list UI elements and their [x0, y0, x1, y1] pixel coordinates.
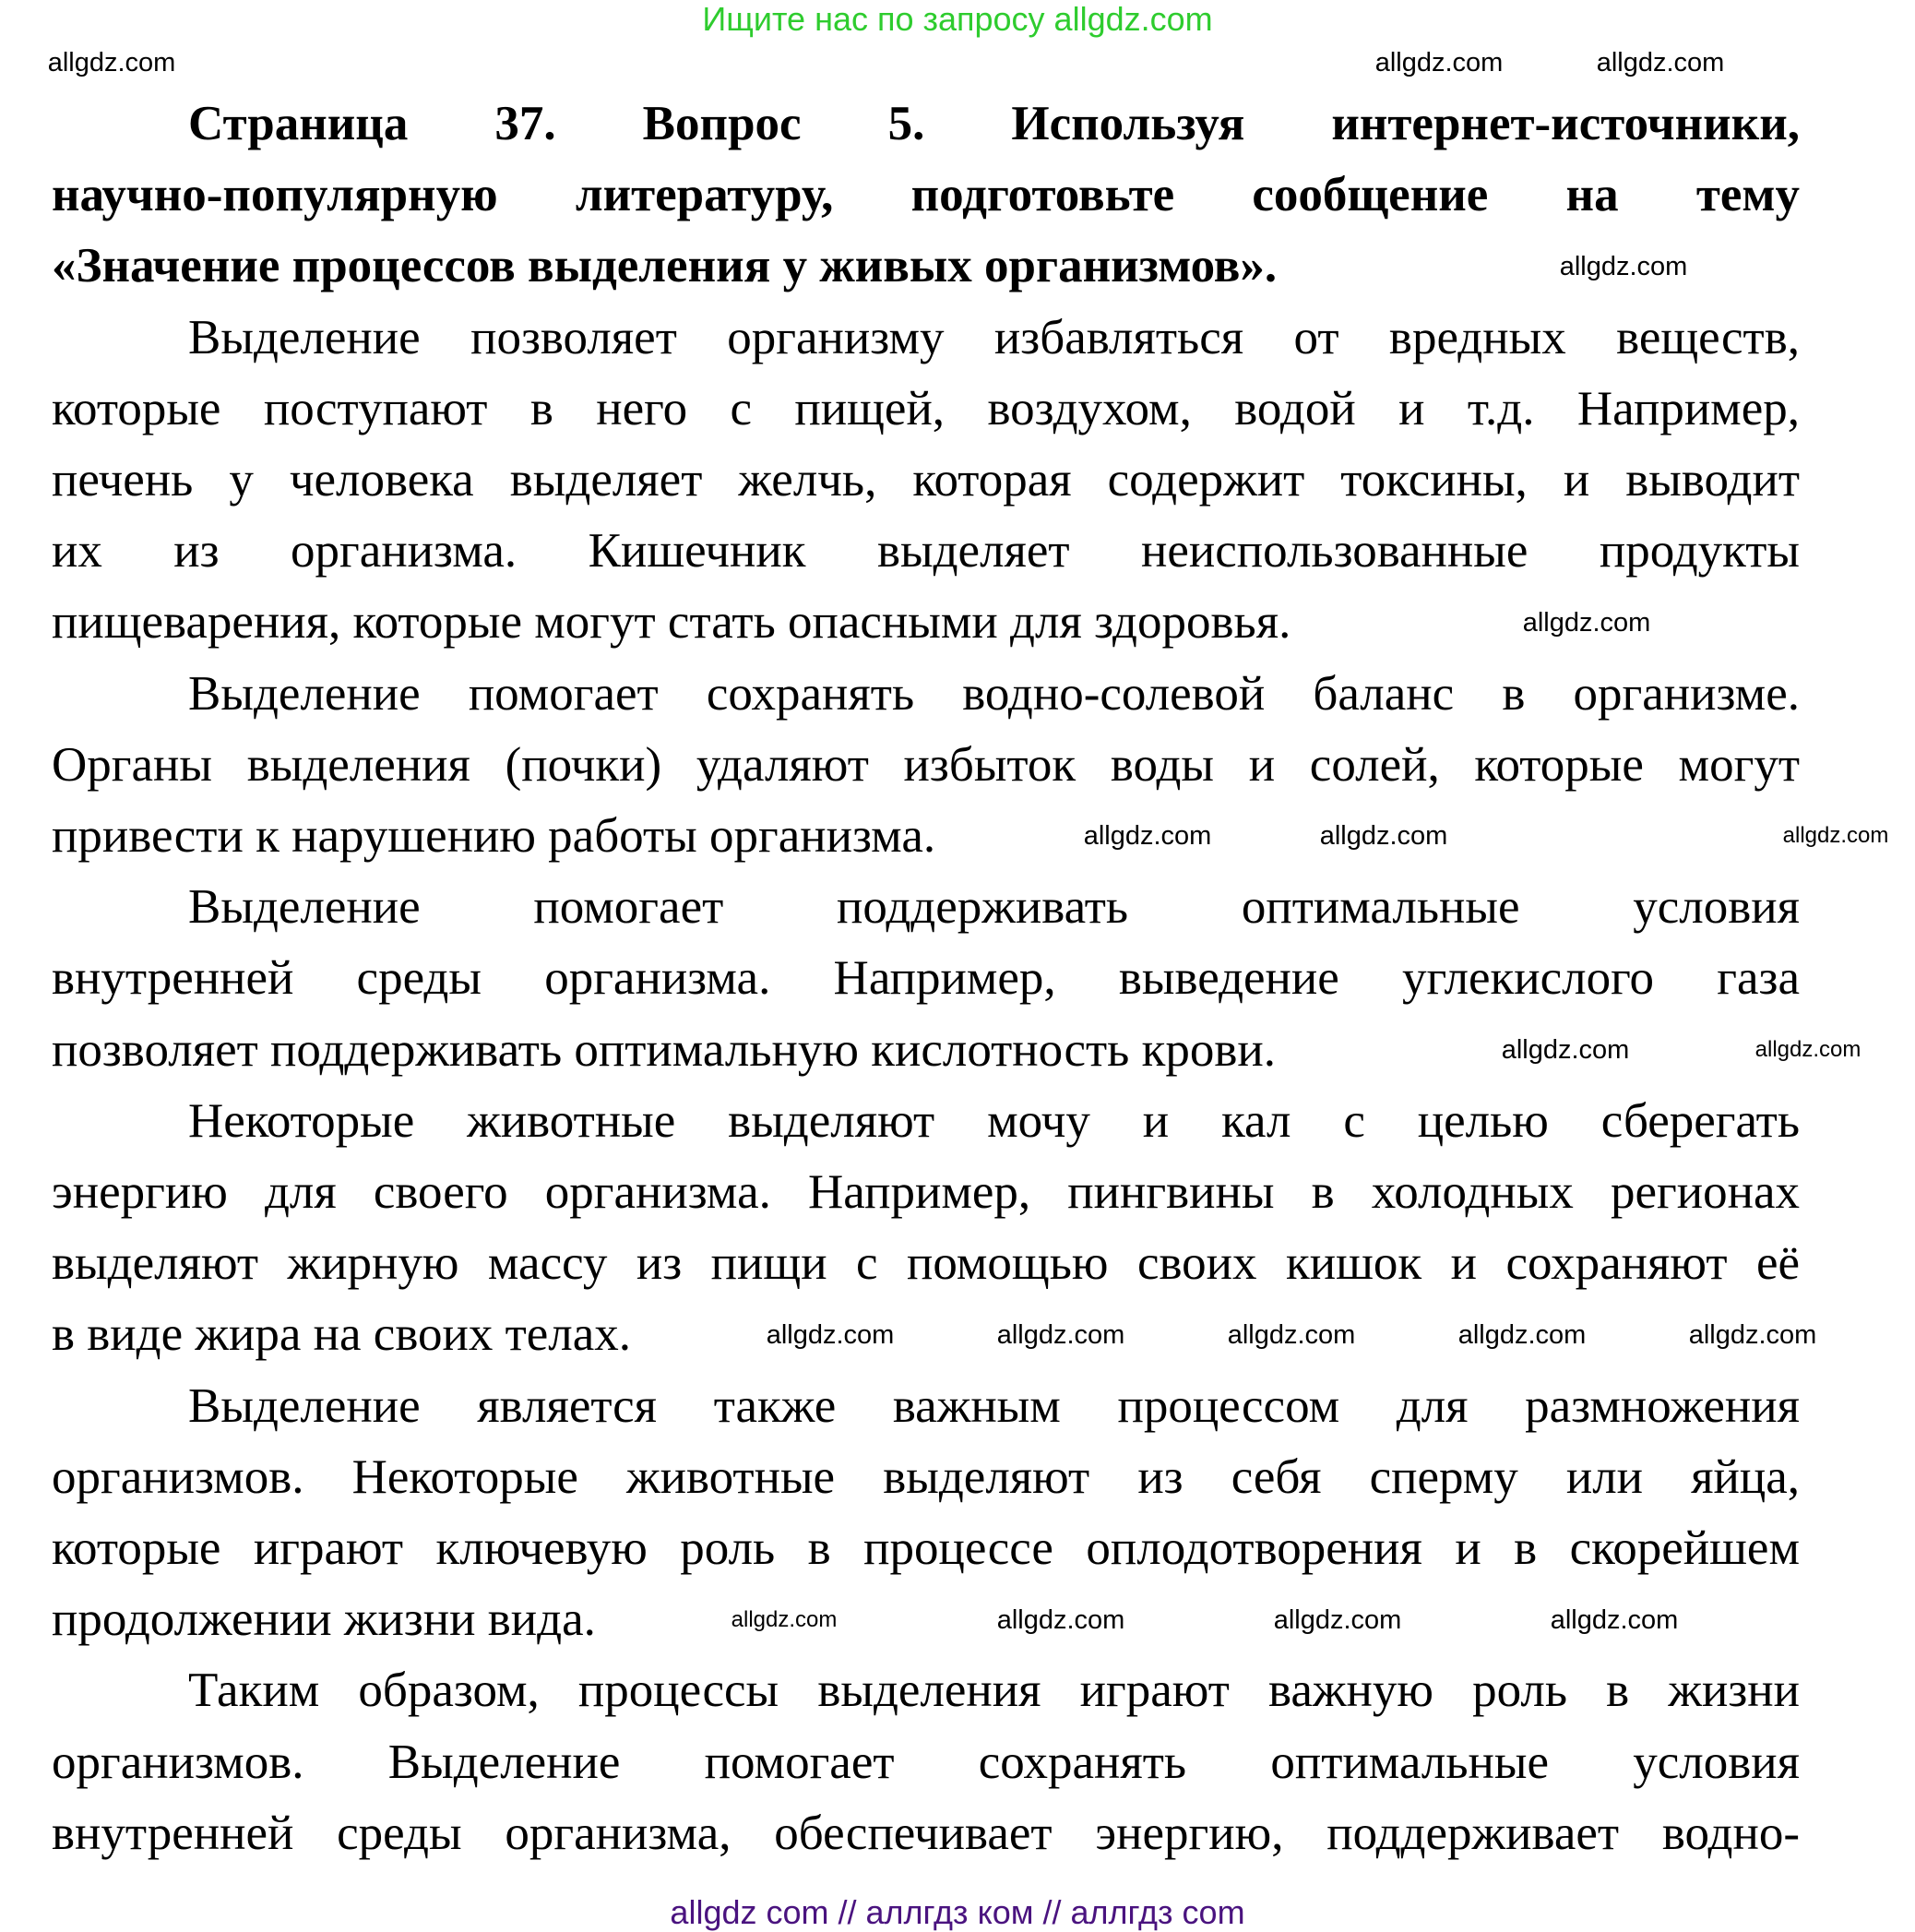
watermark: allgdz.com [996, 1605, 1125, 1635]
text-line: Таким образом, процессы выделения играют важную роль в жизни [188, 1664, 1800, 1718]
top-banner: Ищите нас по запросу allgdz.com [702, 0, 1213, 38]
bottom-banner: allgdz com // аллгдз ком // аллгдз com [670, 1893, 1245, 1931]
text-line: позволяет поддерживать оптимальную кислотность крови. [52, 1022, 1276, 1077]
watermark: allgdz.com [1457, 1320, 1587, 1350]
text-line: печень у человека выделяет желчь, которая содержит токсины, и выводит [52, 453, 1800, 507]
watermark: allgdz.com [1596, 48, 1725, 78]
text-line: организмов. Выделение помогает сохранять оптимальные условия [52, 1735, 1800, 1789]
text-line: выделяют жирную массу из пищи с помощью своих кишок и сохраняют её [52, 1236, 1800, 1291]
text-line: пищеварения, которые могут стать опасными для здоровья. [52, 595, 1291, 650]
text-line: Выделение позволяет организму избавляться от вредных веществ, [188, 310, 1800, 364]
text-line: их из организма. Кишечник выделяет неиспользованные продукты [52, 524, 1800, 578]
text-line: которые играют ключевую роль в процессе оплодотворения и в скорейшем [52, 1521, 1800, 1575]
watermark: allgdz.com [1374, 48, 1504, 78]
text-line: Страница 37. Вопрос 5. Используя интернет-источники, [188, 97, 1800, 150]
text-line: научно-популярную литературу, подготовьте сообщение на тему [52, 168, 1800, 222]
watermark: allgdz.com [1227, 1320, 1356, 1350]
watermark: allgdz.com [1083, 821, 1212, 851]
text-line: Выделение является также важным процессом для размножения [188, 1378, 1800, 1433]
text-line: Выделение помогает поддерживать оптимальные условия [188, 880, 1800, 935]
watermark: allgdz.com [1501, 1035, 1630, 1065]
text-line: внутренней среды организма. Например, выведение углекислого газа [52, 951, 1800, 1006]
text-line: организмов. Некоторые животные выделяют из себя сперму или яйца, [52, 1449, 1800, 1504]
text-line: Некоторые животные выделяют мочу и кал с целью сберегать [188, 1093, 1800, 1148]
watermark: allgdz.com [47, 48, 176, 78]
watermark: allgdz.com [1319, 821, 1448, 851]
watermark: allgdz.com [1754, 1037, 1861, 1062]
watermark: allgdz.com [1688, 1320, 1817, 1350]
watermark: allgdz.com [731, 1607, 838, 1632]
text-line: внутренней среды организма, обеспечивает энергию, поддерживает водно- [52, 1806, 1800, 1860]
watermark: allgdz.com [1782, 823, 1889, 848]
text-line: в виде жира на своих телах. [52, 1307, 632, 1362]
watermark: allgdz.com [1522, 608, 1651, 638]
watermark: allgdz.com [996, 1320, 1125, 1350]
watermark: allgdz.com [1550, 1605, 1679, 1635]
text-line: «Значение процессов выделения у живых организмов». [52, 239, 1278, 293]
watermark: allgdz.com [1273, 1605, 1402, 1635]
text-line: Выделение помогает сохранять водно-солевой баланс в организме. [188, 666, 1800, 721]
text-line: привести к нарушению работы организма. [52, 809, 936, 863]
text-line: энергию для своего организма. Например, пингвины в холодных регионах [52, 1165, 1800, 1219]
text-line: Органы выделения (почки) удаляют избыток воды и солей, которые могут [52, 737, 1800, 792]
watermark: allgdz.com [766, 1320, 895, 1350]
text-line: продолжении жизни вида. [52, 1592, 596, 1647]
text-line: которые поступают в него с пищей, воздухом, водой и т.д. Например, [52, 381, 1800, 435]
watermark: allgdz.com [1559, 252, 1688, 281]
